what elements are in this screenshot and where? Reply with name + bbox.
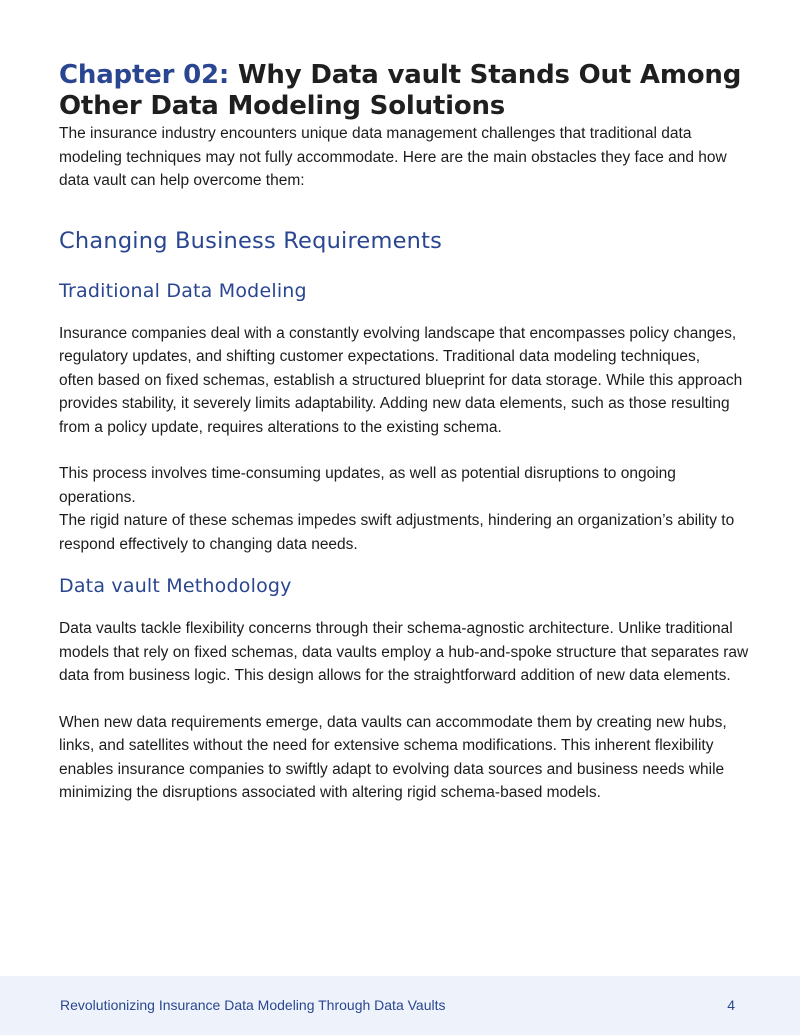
traditional-heading: Traditional Data Modeling	[59, 279, 307, 302]
traditional-paragraph-1: Insurance companies deal with a constantly evolving landscape that encompasses policy changes, regulatory updates, and shifting customer expectations. Traditional data modeling techniques, often based on fixed schemas, establish a structured blueprint for data storage. While this approach provides stability, it severely limits adaptability. Adding new data elements, such as those resulting from a policy update, requires alterations to the existing schema.	[59, 324, 743, 436]
section-heading: Changing Business Requirements	[59, 227, 443, 254]
chapter-title	[59, 60, 749, 122]
intro-paragraph: The insurance industry encounters unique data management challenges that traditional data modeling techniques may not fully accommodate. Here are the main obstacles they face and how data vault can help overcome them:	[59, 125, 727, 189]
page-content	[59, 60, 749, 805]
traditional-paragraph-2: This process involves time-consuming updates, as well as potential disruptions to ongoing operations. The rigid nature of these schemas impedes swift adjustments, hindering an organization’s ability to respond effectively to changing data needs.	[59, 465, 735, 553]
chapter-label: Chapter 02:	[59, 60, 230, 90]
page-footer	[0, 976, 800, 1035]
chapter-title-text: Why Data vault Stands Out Among Other Data Modeling Solutions	[59, 60, 742, 121]
page-number: 4	[727, 997, 735, 1013]
vault-heading: Data vault Methodology	[59, 575, 292, 597]
footer-document-title: Revolutionizing Insurance Data Modeling Through Data Vaults	[60, 997, 446, 1013]
vault-paragraph-1: Data vaults tackle flexibility concerns through their schema-agnostic architecture. Unlike traditional models that rely on fixed schemas, data vaults employ a hub-and-spoke structure that separates raw data from business logic. This design allows for the straightforward addition of new data elements.	[59, 620, 749, 684]
vault-paragraph-2: When new data requirements emerge, data vaults can accommodate them by creating new hubs, links, and satellites without the need for extensive schema modifications. This inherent flexibility enables insurance companies to swiftly adapt to evolving data sources and business needs while minimizing the disruptions associated with altering rigid schema-based models.	[59, 713, 727, 801]
